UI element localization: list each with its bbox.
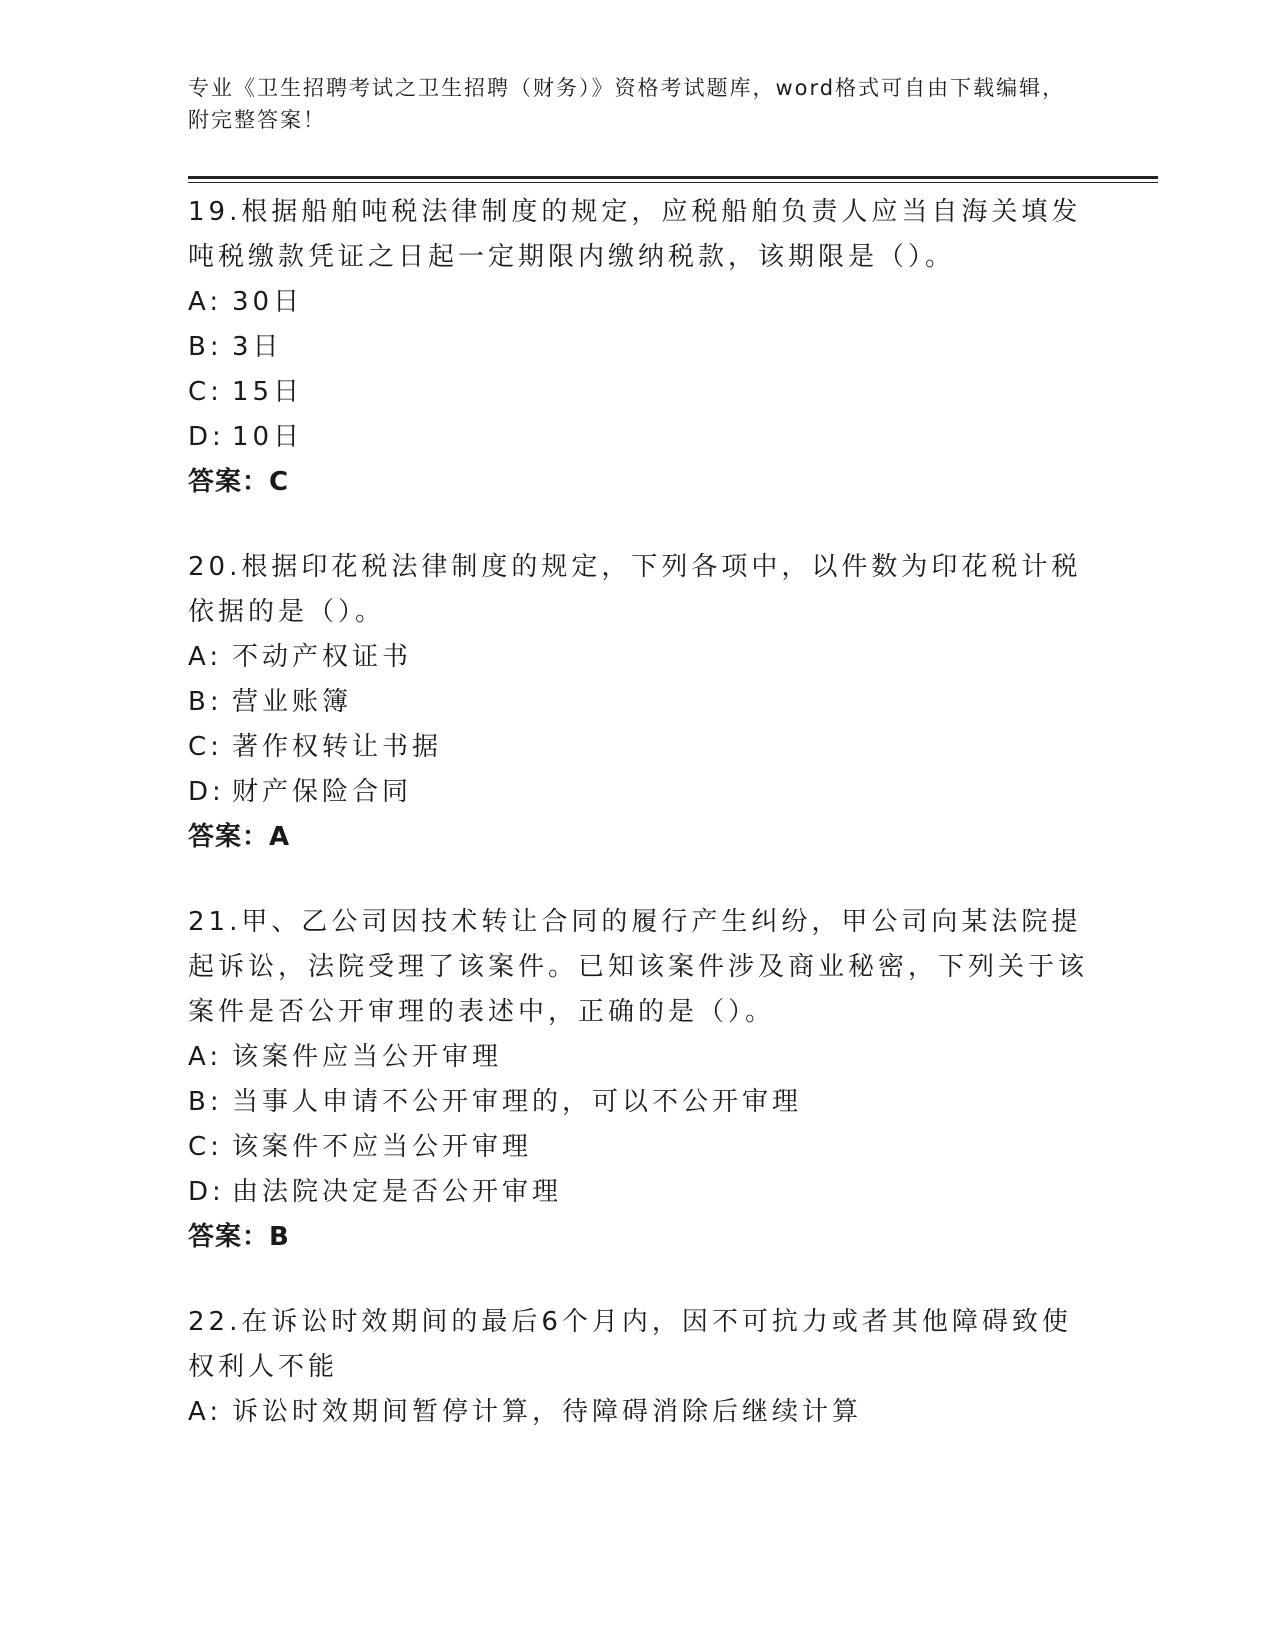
answer-line: 答案：C [188, 467, 290, 497]
option-text: 3日 [232, 332, 283, 362]
question-22 [188, 1298, 1088, 1435]
option-text: 不动产权证书 [232, 642, 413, 672]
option-a [188, 1035, 1088, 1080]
question-stem: 21.甲、乙公司因技术转让合同的履行产生纠纷，甲公司向某法院提起诉讼，法院受理了该案件。已知该案件涉及商业秘密，下列关于该案件是否公开审理的表述中，正确的是（）。 [188, 907, 1089, 1027]
question-stem: 22.在诉讼时效期间的最后6个月内，因不可抗力或者其他障碍致使权利人不能 [188, 1307, 1072, 1382]
option-b [188, 1080, 1088, 1125]
option-key: B: [188, 687, 223, 717]
option-text: 该案件不应当公开审理 [232, 1132, 533, 1162]
option-b [188, 680, 1088, 725]
option-text: 营业账簿 [232, 687, 353, 717]
header-divider-thin [188, 182, 1158, 183]
option-a [188, 280, 1088, 325]
header-text: 专业《卫生招聘考试之卫生招聘（财务）》资格考试题库，word格式可自由下载编辑，附完整答案！ [188, 76, 1066, 132]
option-key: D: [188, 777, 225, 807]
option-a [188, 635, 1088, 680]
option-text: 30日 [232, 287, 304, 317]
option-text: 10日 [232, 422, 304, 452]
option-text: 诉讼时效期间暂停计算，待障碍消除后继续计算 [232, 1397, 863, 1427]
option-d [188, 770, 1088, 815]
option-d [188, 415, 1088, 460]
question-20 [188, 543, 1088, 860]
option-a [188, 1390, 1088, 1435]
option-text: 财产保险合同 [232, 777, 413, 807]
option-key: A: [188, 1042, 223, 1072]
option-key: A: [188, 1397, 223, 1427]
answer-line: 答案：B [188, 1222, 290, 1252]
question-list [188, 188, 1088, 1473]
header-divider-thick [188, 176, 1158, 179]
option-key: B: [188, 1087, 223, 1117]
option-key: C: [188, 732, 223, 762]
option-c [188, 370, 1088, 415]
option-text: 该案件应当公开审理 [232, 1042, 503, 1072]
option-key: C: [188, 377, 223, 407]
option-d [188, 1170, 1088, 1215]
question-19 [188, 188, 1088, 505]
option-key: C: [188, 1132, 223, 1162]
option-text: 当事人申请不公开审理的，可以不公开审理 [232, 1087, 803, 1117]
question-stem: 20.根据印花税法律制度的规定，下列各项中，以件数为印花税计税依据的是（）。 [188, 552, 1082, 627]
option-key: A: [188, 642, 223, 672]
option-key: A: [188, 287, 223, 317]
option-text: 由法院决定是否公开审理 [232, 1177, 563, 1207]
question-21 [188, 898, 1088, 1260]
option-key: D: [188, 422, 225, 452]
document-header [188, 72, 1068, 136]
option-key: B: [188, 332, 223, 362]
option-key: D: [188, 1177, 225, 1207]
option-b [188, 325, 1088, 370]
option-text: 15日 [232, 377, 304, 407]
option-c [188, 725, 1088, 770]
answer-line: 答案：A [188, 822, 291, 852]
question-stem: 19.根据船舶吨税法律制度的规定，应税船舶负责人应当自海关填发吨税缴款凭证之日起一定期限内缴纳税款，该期限是（）。 [188, 197, 1082, 272]
option-c [188, 1125, 1088, 1170]
option-text: 著作权转让书据 [232, 732, 443, 762]
